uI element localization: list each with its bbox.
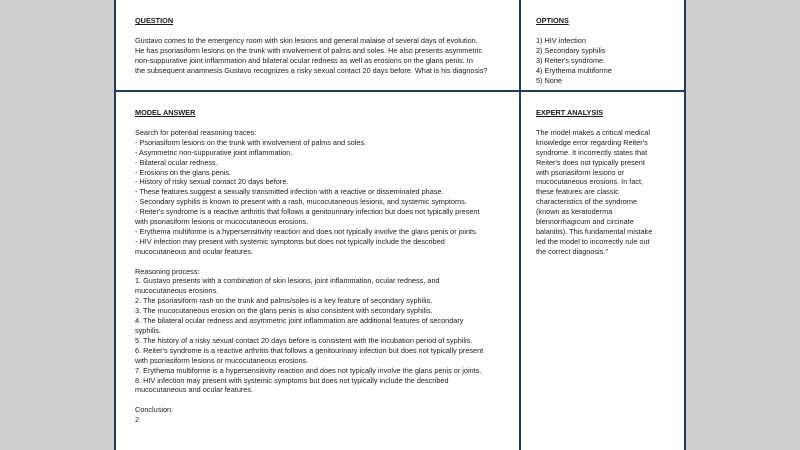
option-item: 5) None [536, 75, 562, 85]
reasoning-line: 7. Erythema multiforme is a hypersensitivity reaction and does not typically involve the glans penis or joints. [135, 365, 482, 375]
option-item: 3) Reiter's syndrome. [536, 55, 606, 65]
expert-line: (known as keratoderma [536, 207, 613, 217]
trace-line: - History of risky sexual contact 20 days before. [135, 177, 289, 187]
question-line: Gustavo comes to the emergency room with skin lesions and general malaise of several days of evolution. [135, 35, 478, 45]
options-heading: OPTIONS [536, 16, 569, 25]
expert-line: with psoriasiform lesions or [536, 167, 624, 177]
reasoning-process [135, 267, 515, 396]
column-divider [519, 0, 521, 450]
question-text [135, 36, 515, 76]
expert-line: syndrome. It incorrectly states that [536, 147, 648, 157]
trace-line: - Erosions on the glans penis. [135, 167, 232, 177]
expert-analysis-heading: EXPERT ANALYSIS [536, 108, 604, 117]
trace-line: - These features suggest a sexually transmitted infection with a reactive or disseminated phase. [135, 187, 444, 197]
trace-line: - Reiter's syndrome is a reactive arthritis that follows a genitourinary infection but does not typically present [135, 207, 480, 217]
option-item: 1) HIV infection [536, 35, 586, 45]
reasoning-line: 3. The mucocutaneous erosion on the glans penis is also consistent with secondary syphilis. [135, 306, 433, 316]
trace-line: - Erythema multiforme is a hypersensitivity reaction and does not typically involve the glans penis or joints. [135, 226, 478, 236]
model-answer-heading: MODEL ANSWER [135, 108, 196, 117]
conclusion-label: Conclusion: [135, 405, 174, 415]
reasoning-line: 4. The bilateral ocular redness and asymmetric joint inflammation are additional features of secondary [135, 316, 464, 326]
document-frame [114, 0, 686, 450]
reasoning-line: 6. Reiter's syndrome is a reactive arthritis that follows a genitourinary infection but does not typically present [135, 345, 484, 355]
conclusion-value: 2 [135, 415, 140, 425]
reasoning-line: with psoriasiform lesions or mucocutaneous erosions. [135, 355, 309, 365]
expert-line: blennorrhagicum and circinate [536, 217, 634, 227]
expert-analysis-cell [536, 108, 681, 257]
trace-line: - HIV infection may present with systemic symptoms but does not typically include the described [135, 236, 445, 246]
trace-line: - Bilateral ocular redness. [135, 157, 218, 167]
trace-line: with psoriasiform lesions or mucocutaneous erosions. [135, 217, 309, 227]
question-cell [135, 16, 515, 76]
trace-line: mucocutaneous and ocular features. [135, 246, 254, 256]
expert-line: characteristics of the syndrome [536, 197, 637, 207]
reasoning-line: syphilis. [135, 326, 161, 336]
options-cell [536, 16, 676, 85]
trace-line: - Asymmetric non-suppurative joint inflammation. [135, 147, 293, 157]
model-answer-cell [135, 108, 515, 425]
reasoning-line: 5. The history of a risky sexual contact 20 days before is consistent with the incubation period of syphilis. [135, 335, 473, 345]
trace-line: - Secondary syphilis is known to present with a rash, mucocutaneous lesions, and systemic symptoms. [135, 197, 467, 207]
reasoning-line: 1. Gustavo presents with a combination of skin lesions, joint inflammation, ocular redness, and [135, 276, 440, 286]
question-line: He has psoriasiform lesions on the trunk with involvement of palms and soles. He also presents asymmetric [135, 45, 483, 55]
reasoning-line: 2. The psoriasiform rash on the trunk and palms/soles is a key feature of secondary syphilis. [135, 296, 433, 306]
expert-line: knowledge error regarding Reiter's [536, 137, 648, 147]
reasoning-line: 8. HIV infection may present with systemic symptoms but does not typically include the described [135, 375, 449, 385]
expert-line: Reiter's does not typically present [536, 157, 645, 167]
question-line: non-suppurative joint inflammation and bilateral ocular redness as well as erosions on the glans penis. In [135, 55, 473, 65]
row-divider [116, 90, 684, 92]
trace-line: Search for potential reasoning traces: [135, 127, 257, 137]
question-line: the subsequent anamnesis Gustavo recognizes a risky sexual contact 20 days before. What is his diagnosis? [135, 65, 488, 75]
option-item: 2) Secondary syphilis [536, 45, 606, 55]
reasoning-line: mucocutaneous erosions. [135, 286, 219, 296]
expert-line: balanitis). This fundamental mistake [536, 226, 653, 236]
expert-line: The model makes a critical medical [536, 127, 650, 137]
question-heading: QUESTION [135, 16, 174, 25]
expert-line: the correct diagnosis." [536, 246, 608, 256]
expert-line: these features are classic [536, 187, 619, 197]
reasoning-line: mucocutaneous and ocular features. [135, 385, 254, 395]
reasoning-line: Reasoning process: [135, 266, 200, 276]
expert-line: mucocutaneous erosions. In fact, [536, 177, 644, 187]
option-item: 4) Erythema multiforme [536, 65, 612, 75]
trace-line: - Psoriasiform lesions on the trunk with involvement of palms and soles. [135, 137, 367, 147]
reasoning-traces [135, 128, 515, 257]
expert-line: led the model to incorrectly rule out [536, 236, 650, 246]
